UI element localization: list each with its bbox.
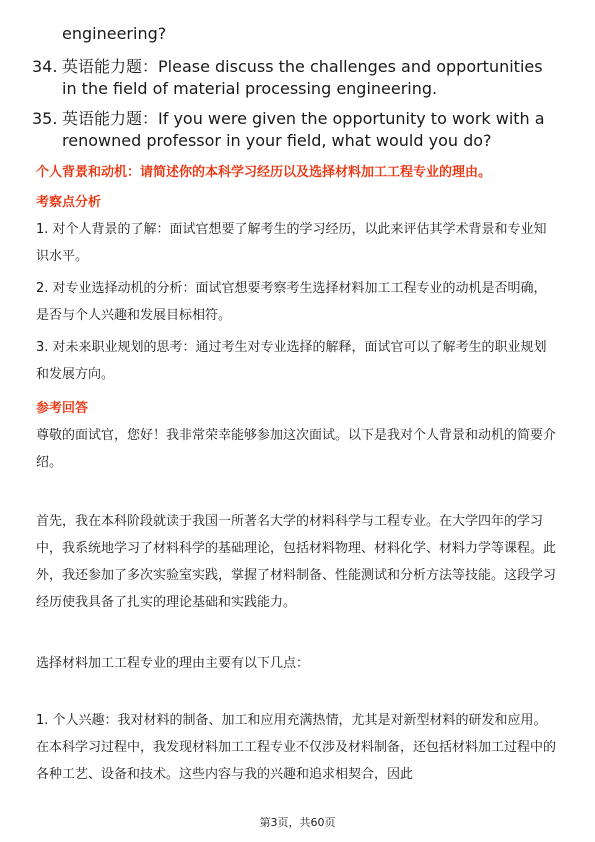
question-continuation: engineering? [62,24,167,43]
question-number: 35. [32,109,58,128]
question-item-35 [32,108,560,152]
question-item-34 [32,56,560,100]
page-footer: 第3页，共60页 [259,816,336,829]
answer-heading: 参考回答 [36,401,89,416]
question-text: 英语能力题：Please discuss the challenges and opportunities in the field of material processing engineering. [62,57,543,98]
answer-paragraph-interest: 1. 个人兴趣：我对材料的制备、加工和应用充满热情，尤其是对新型材料的研发和应用。在本科学习过程中，我发现材料加工工程专业不仅涉及材料制备，还包括材料加工过程中的各种工艺、设备和技术。这些内容与我的兴趣和追求相契合，因此 [36,713,557,782]
question-text: 英语能力题：If you were given the opportunity to work with a renowned professor in your field, what would you do? [62,109,545,150]
answer-paragraph-intro: 尊敬的面试官，您好！我非常荣幸能够参加这次面试。以下是我对个人背景和动机的简要介绍。 [36,428,557,470]
analysis-item-2: 2. 对专业选择动机的分析：面试官想要考察考生选择材料加工工程专业的动机是否明确，是否与个人兴趣和发展目标相符。 [36,281,547,323]
answer-paragraph-reasons-intro: 选择材料加工工程专业的理由主要有以下几点： [36,656,310,671]
answer-paragraph-background: 首先，我在本科阶段就读于我国一所著名大学的材料科学与工程专业。在大学四年的学习中，我系统地学习了材料科学的基础理论，包括材料物理、材料化学、材料力学等课程。此外，我还参加了多次实验室实践，掌握了材料制备、性能测试和分析方法等技能。这段学习经历使我具备了扎实的理论基础和实践能力。 [36,514,557,610]
analysis-item-1: 1. 对个人背景的了解：面试官想要了解考生的学习经历，以此来评估其学术背景和专业知识水平。 [36,222,547,264]
analysis-item-3: 3. 对未来职业规划的思考：通过考生对专业选择的解释，面试官可以了解考生的职业规划和发展方向。 [36,340,547,382]
analysis-heading: 考察点分析 [36,195,102,210]
section-title: 个人背景和动机：请简述你的本科学习经历以及选择材料加工工程专业的理由。 [36,165,492,180]
question-number: 34. [32,57,58,76]
